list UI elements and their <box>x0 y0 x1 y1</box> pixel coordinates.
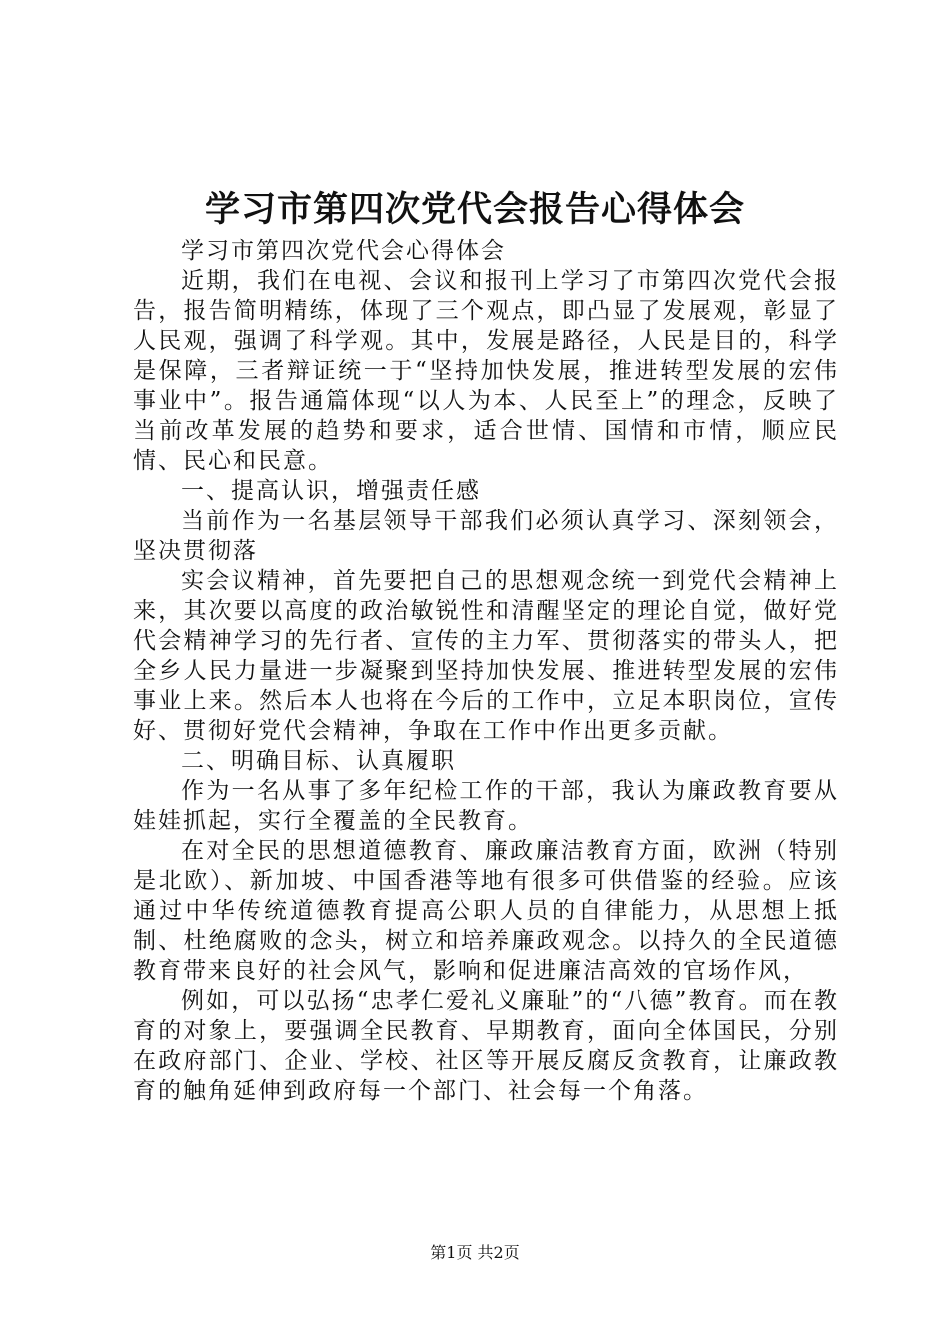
body-paragraph: 当前作为一名基层领导干部我们必须认真学习、深刻领会，坚决贯彻落 <box>133 508 839 564</box>
document-title: 学习市第四次党代会报告心得体会 <box>204 189 745 230</box>
body-paragraph: 例如，可以弘扬“忠孝仁爱礼义廉耻”的“八德”教育。而在教育的对象上，要强调全民教育、早期教育，面向全体国民，分别在政府部门、企业、学校、社区等开展反腐反贪教育，让廉政教育的触角延伸到政府每一个部门、社会每一个角落。 <box>133 988 839 1104</box>
page-footer: 第1页 共2页 <box>430 1243 520 1262</box>
body-paragraph: 在对全民的思想道德教育、廉政廉洁教育方面，欧洲（特别是北欧）、新加坡、中国香港等地有很多可供借鉴的经验。应该通过中华传统道德教育提高公职人员的自律能力，从思想上抵制、杜绝腐败的念头，树立和培养廉政观念。以持久的全民道德教育带来良好的社会风气，影响和促进廉洁高效的官场作风， <box>133 838 839 984</box>
body-paragraph: 作为一名从事了多年纪检工作的干部，我认为廉政教育要从娃娃抓起，实行全覆盖的全民教育。 <box>133 778 839 834</box>
body-paragraph: 近期，我们在电视、会议和报刊上学习了市第四次党代会报告，报告简明精练，体现了三个观点，即凸显了发展观，彰显了人民观，强调了科学观。其中，发展是路径，人民是目的，科学是保障，三者辩证统一于“坚持加快发展，推进转型发展的宏伟事业中”。报告通篇体现“以人为本、人民至上”的理念，反映了当前改革发展的趋势和要求，适合世情、国情和市情，顺应民情、民心和民意。 <box>133 268 839 474</box>
body-paragraph: 实会议精神，首先要把自己的思想观念统一到党代会精神上来，其次要以高度的政治敏锐性和清醒坚定的理论自觉，做好党代会精神学习的先行者、宣传的主力军、贯彻落实的带头人，把全乡人民力量进一步凝聚到坚持加快发展、推进转型发展的宏伟事业上来。然后本人也将在今后的工作中，立足本职岗位，宣传好、贯彻好党代会精神，争取在工作中作出更多贡献。 <box>133 568 839 744</box>
subtitle-paragraph: 学习市第四次党代会心得体会 <box>181 238 506 264</box>
section-heading-2: 二、明确目标、认真履职 <box>181 748 456 774</box>
section-heading-1: 一、提高认识，增强责任感 <box>181 478 481 504</box>
document-body <box>133 236 839 1106</box>
